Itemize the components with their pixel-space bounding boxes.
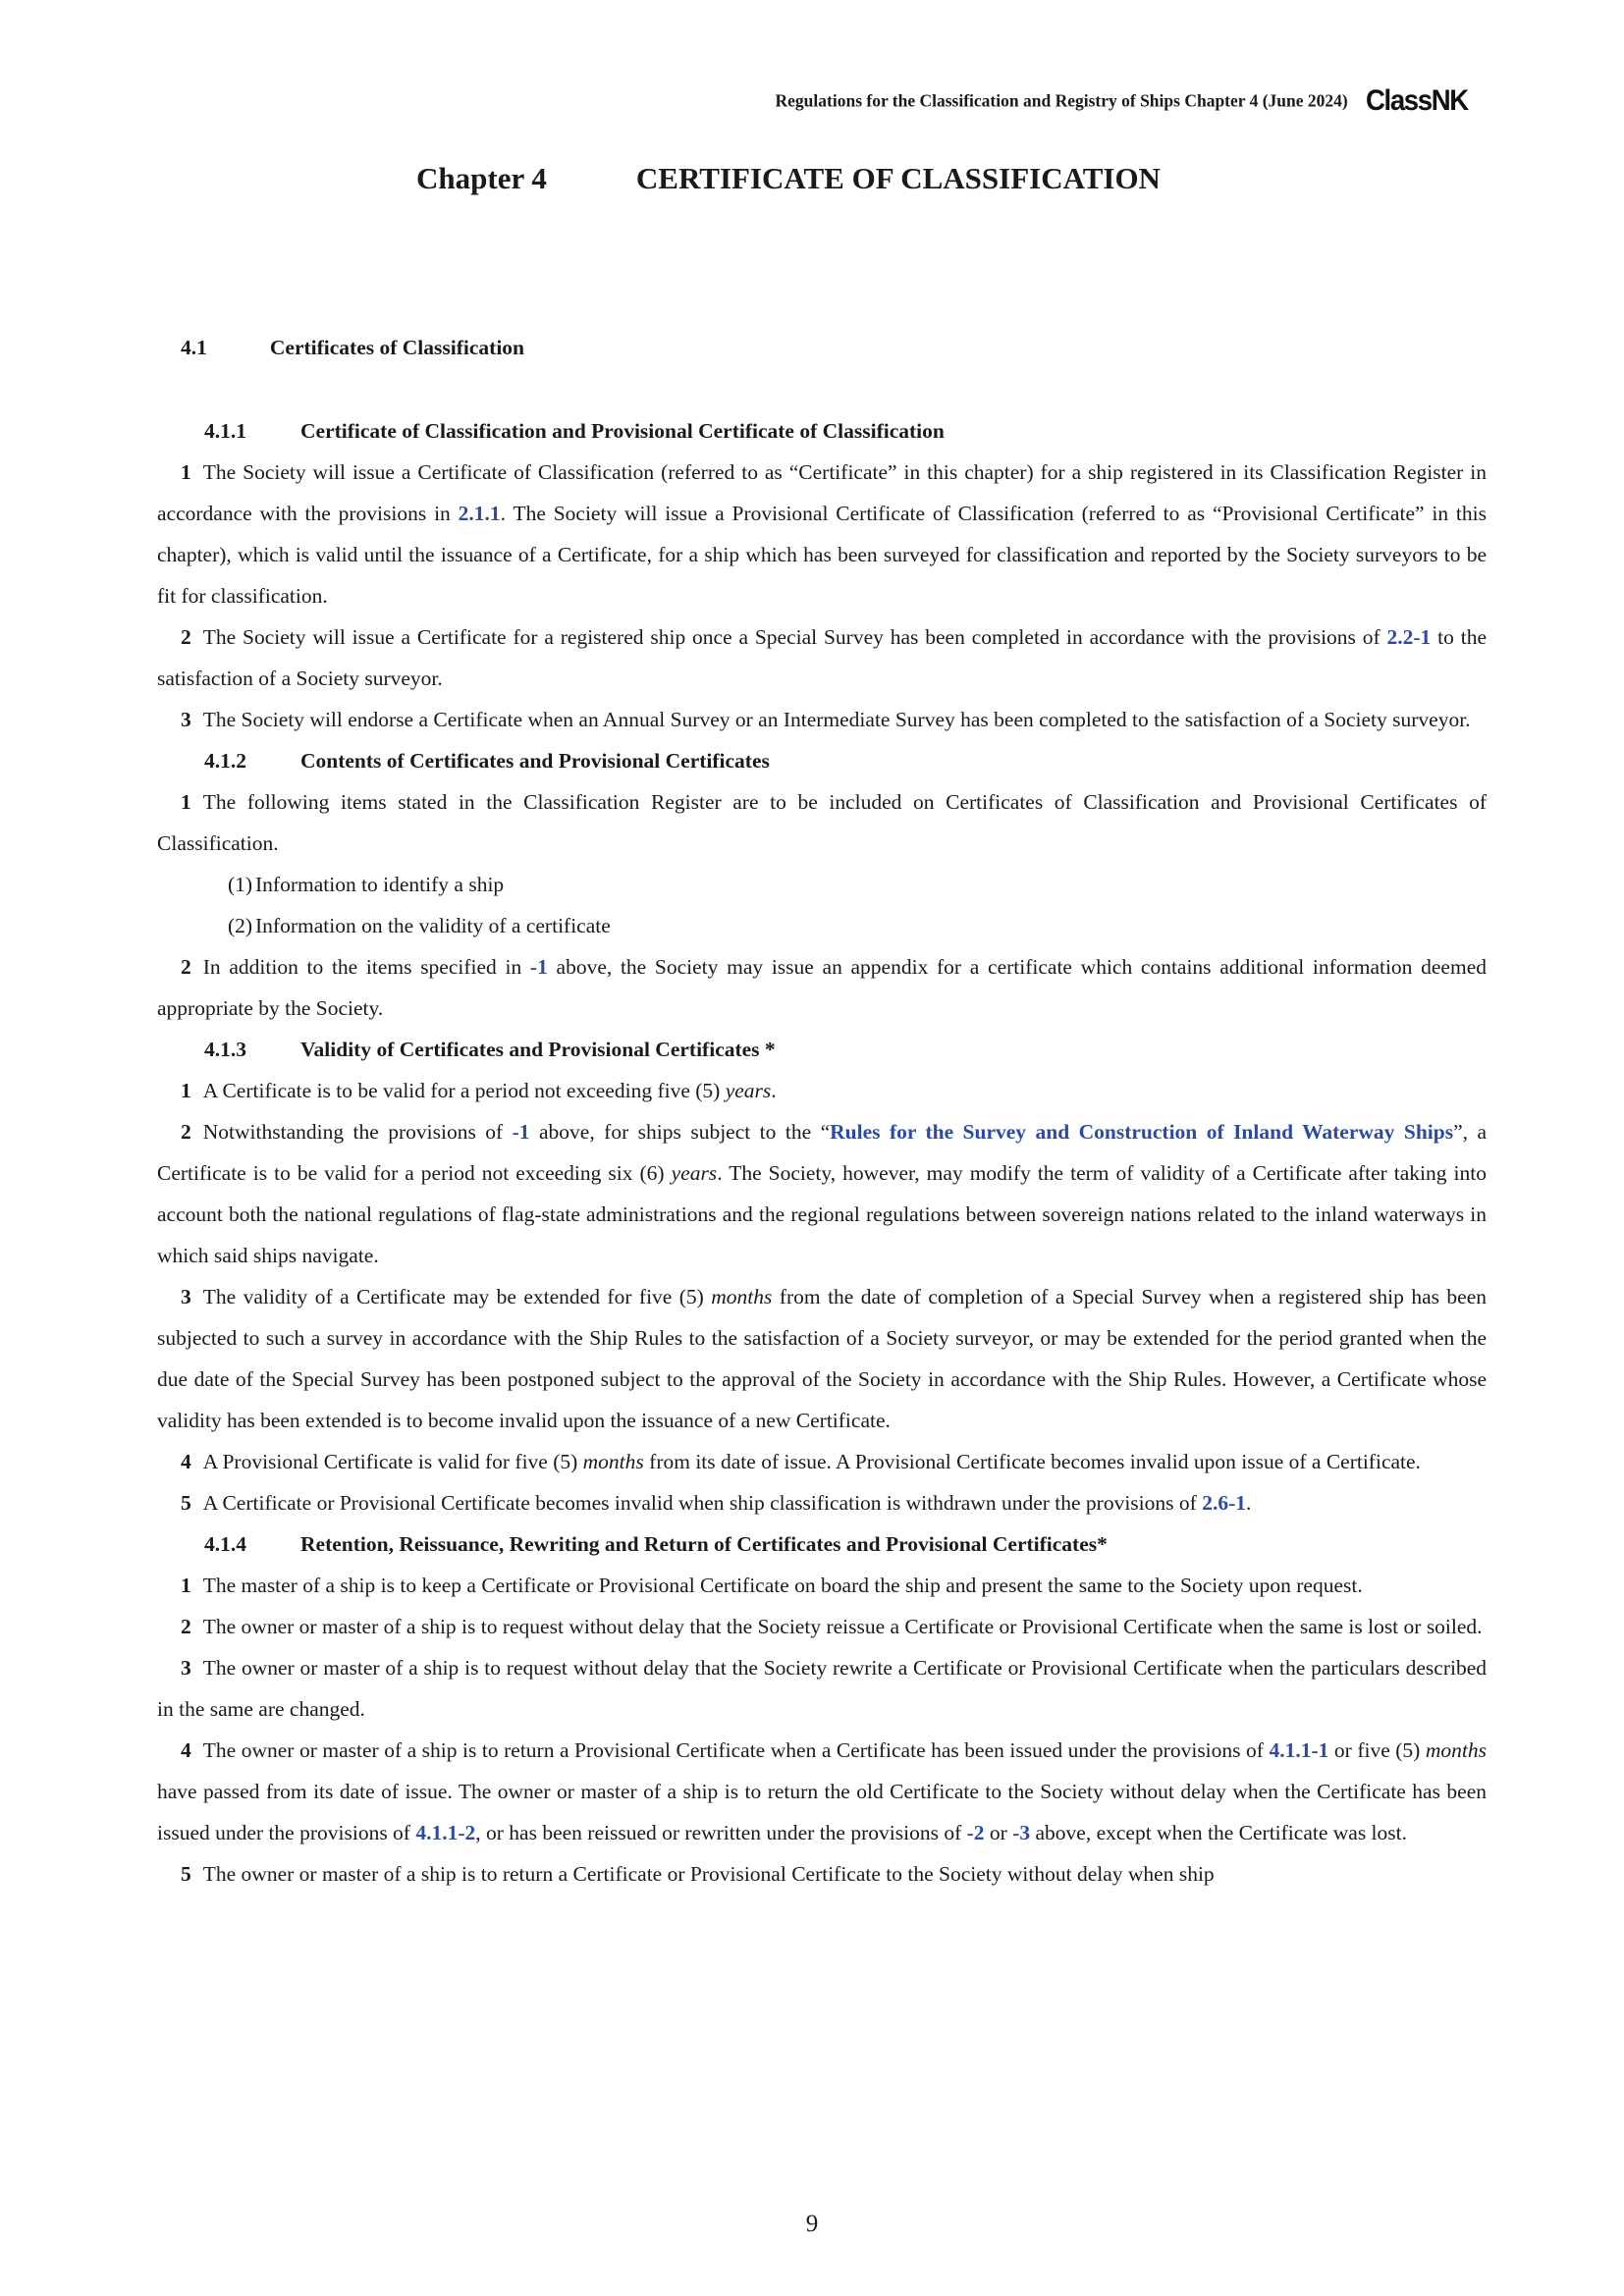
subsection-heading	[157, 410, 1487, 452]
running-header	[0, 84, 1477, 118]
section-number: 4.1	[181, 336, 207, 359]
paragraph-text: .	[771, 1079, 777, 1102]
paragraph-text: . The Society, however, may modify the term of validity of a Certificate after taking into account both the national regulations of flag-state administrations and the regional regulations between sovereign nations related to the inland waterways in which said ships navigate.	[157, 1161, 1487, 1267]
emphasis-text: years	[725, 1079, 772, 1102]
subsection-heading	[157, 740, 1487, 781]
paragraph	[157, 1647, 1487, 1730]
paragraph-text: ”, a Certificate is to be valid for a period not exceeding six (6)	[157, 1120, 1488, 1185]
cross-reference-link[interactable]: -1	[512, 1120, 530, 1144]
subsection-number: 4.1.1	[204, 419, 246, 443]
list-item	[157, 905, 1487, 946]
paragraph-number: 2	[181, 1120, 191, 1144]
paragraph-number: 1	[181, 790, 191, 814]
paragraph	[157, 1070, 1487, 1111]
paragraph-text: The Society will endorse a Certificate when an Annual Survey or an Intermediate Survey has been completed to the satisfaction of a Society surveyor.	[202, 708, 1471, 731]
paragraph	[157, 699, 1487, 740]
paragraph-text: , or has been reissued or rewritten under the provisions of	[475, 1821, 967, 1844]
paragraph-number: 1	[181, 1574, 191, 1597]
paragraph-text: .	[1245, 1491, 1252, 1515]
paragraph-text: The Society will issue a Certificate for a registered ship once a Special Survey has been completed in accordance with the provisions of	[202, 625, 1387, 649]
classnk-logo: ClassNK	[1366, 84, 1468, 117]
paragraph	[157, 946, 1487, 1029]
list-item	[157, 864, 1487, 905]
subsection-number: 4.1.2	[204, 749, 246, 773]
cross-reference-link[interactable]: -1	[529, 955, 548, 979]
rules-reference-link[interactable]: Rules for the Survey and Construction of Inland Waterway Ships	[830, 1120, 1454, 1144]
paragraph-text: have passed from its date of issue. The owner or master of a ship is to return the old Certificate to the Society without delay when the Certificate has been issued under the provisions of	[157, 1780, 1487, 1844]
document-body	[157, 410, 1487, 1895]
paragraph	[157, 1730, 1487, 1853]
paragraph-text: The master of a ship is to keep a Certificate or Provisional Certificate on board the ship and present the same to the Society upon request.	[202, 1574, 1363, 1597]
subsection-heading	[157, 1523, 1487, 1565]
paragraph-text: The owner or master of a ship is to request without delay that the Society rewrite a Certificate or Provisional Certificate when the particulars described in the same are changed.	[157, 1656, 1487, 1721]
paragraph-number: 1	[181, 460, 191, 484]
paragraph-text: The following items stated in the Classification Register are to be included on Certificates of Classification and Provisional Certificates of Classification.	[157, 790, 1487, 855]
paragraph	[157, 1482, 1487, 1523]
paragraph-number: 3	[181, 1656, 191, 1680]
paragraph-number: 5	[181, 1491, 191, 1515]
section-heading	[181, 336, 524, 360]
paragraph-text: from the date of completion of a Special Survey when a registered ship has been subjected to such a survey in accordance with the Ship Rules to the satisfaction of a Society surveyor, or may be extended for the period granted when the due date of the Special Survey has been postponed subject to the approval of the Society in accordance with the Ship Rules. However, a Certificate whose validity has been extended is to become invalid upon the issuance of a new Certificate.	[157, 1285, 1488, 1432]
paragraph-text: A Certificate or Provisional Certificate becomes invalid when ship classification is withdrawn under the provisions of	[202, 1491, 1203, 1515]
list-item-text: Information to identify a ship	[255, 873, 505, 896]
subsection-title: Certificate of Classification and Provisional Certificate of Classification	[300, 419, 945, 443]
emphasis-text: months	[1425, 1738, 1487, 1762]
cross-reference-link[interactable]: 4.1.1-2	[415, 1821, 476, 1844]
paragraph-text: to the satisfaction of a Society surveyor.	[157, 625, 1487, 690]
paragraph-text: or	[984, 1821, 1013, 1844]
subsection-heading	[157, 1029, 1487, 1070]
paragraph-text: The Society will issue a Certificate of Classification (referred to as “Certificate” in this chapter) for a ship registered in its Classification Register in accordance with the provisions in	[157, 460, 1487, 525]
running-title: Regulations for the Classification and Registry of Ships Chapter 4 (June 2024)	[775, 90, 1348, 111]
cross-reference-link[interactable]: 4.1.1-1	[1269, 1738, 1329, 1762]
paragraph-number: 4	[181, 1450, 191, 1473]
paragraph-number: 1	[181, 1079, 191, 1102]
paragraph-text: The owner or master of a ship is to return a Provisional Certificate when a Certificate has been issued under the provisions of	[202, 1738, 1270, 1762]
subsection-title: Retention, Reissuance, Rewriting and Return of Certificates and Provisional Certificates*	[300, 1532, 1108, 1556]
paragraph	[157, 1441, 1487, 1482]
paragraph	[157, 1606, 1487, 1647]
cross-reference-link[interactable]: 2.1.1	[458, 502, 501, 525]
paragraph-text: above, except when the Certificate was lost.	[1030, 1821, 1407, 1844]
paragraph-text: The validity of a Certificate may be extended for five (5)	[202, 1285, 712, 1308]
paragraph-text: . The Society will issue a Provisional Certificate of Classification (referred to as “Provisional Certificate” in this chapter), which is valid until the issuance of a Certificate, for a ship which has been surveyed for classification and reported by the Society surveyors to be fit for classification.	[157, 502, 1487, 608]
chapter-number: Chapter 4	[416, 161, 547, 195]
paragraph	[157, 452, 1487, 616]
paragraph-text: A Certificate is to be valid for a period not exceeding five (5)	[202, 1079, 726, 1102]
paragraph-number: 5	[181, 1862, 191, 1886]
paragraph	[157, 1111, 1487, 1276]
subsection-title: Validity of Certificates and Provisional Certificates *	[300, 1038, 776, 1061]
chapter-title	[416, 161, 1161, 196]
subsection-title: Contents of Certificates and Provisional Certificates	[300, 749, 770, 773]
paragraph-text: above, the Society may issue an appendix for a certificate which contains additional information deemed appropriate by the Society.	[157, 955, 1487, 1020]
paragraph-number: 2	[181, 955, 191, 979]
list-item-number: (2)	[228, 914, 253, 937]
emphasis-text: years	[671, 1161, 718, 1185]
paragraph-number: 4	[181, 1738, 191, 1762]
paragraph-text: above, for ships subject to the “	[529, 1120, 831, 1144]
paragraph	[157, 616, 1487, 699]
list-item-text: Information on the validity of a certificate	[255, 914, 611, 937]
section-title: Certificates of Classification	[269, 336, 524, 359]
paragraph-number: 3	[181, 1285, 191, 1308]
paragraph-number: 2	[181, 625, 191, 649]
cross-reference-link[interactable]: -2	[966, 1821, 985, 1844]
paragraph-text: The owner or master of a ship is to request without delay that the Society reissue a Certificate or Provisional Certificate when the same is lost or soiled.	[202, 1615, 1483, 1638]
subsection-number: 4.1.3	[204, 1038, 246, 1061]
paragraph-number: 2	[181, 1615, 191, 1638]
list-item-number: (1)	[228, 873, 253, 896]
chapter-name: CERTIFICATE OF CLASSIFICATION	[635, 161, 1161, 195]
paragraph	[157, 781, 1487, 864]
emphasis-text: months	[582, 1450, 644, 1473]
paragraph-text: A Provisional Certificate is valid for five (5)	[202, 1450, 583, 1473]
paragraph-text: from its date of issue. A Provisional Certificate becomes invalid upon issue of a Certificate.	[643, 1450, 1421, 1473]
paragraph-text: In addition to the items specified in	[202, 955, 530, 979]
paragraph	[157, 1565, 1487, 1606]
paragraph-text: Notwithstanding the provisions of	[202, 1120, 513, 1144]
emphasis-text: months	[711, 1285, 773, 1308]
paragraph-text: or five (5)	[1328, 1738, 1426, 1762]
subsection-number: 4.1.4	[204, 1532, 246, 1556]
cross-reference-link[interactable]: -3	[1012, 1821, 1031, 1844]
paragraph	[157, 1853, 1487, 1895]
cross-reference-link[interactable]: 2.6-1	[1202, 1491, 1246, 1515]
paragraph	[157, 1276, 1487, 1441]
cross-reference-link[interactable]: 2.2-1	[1386, 625, 1432, 649]
paragraph-text: The owner or master of a ship is to return a Certificate or Provisional Certificate to the Society without delay when ship	[202, 1862, 1215, 1886]
page-number: 9	[805, 2211, 819, 2237]
paragraph-number: 3	[181, 708, 191, 731]
